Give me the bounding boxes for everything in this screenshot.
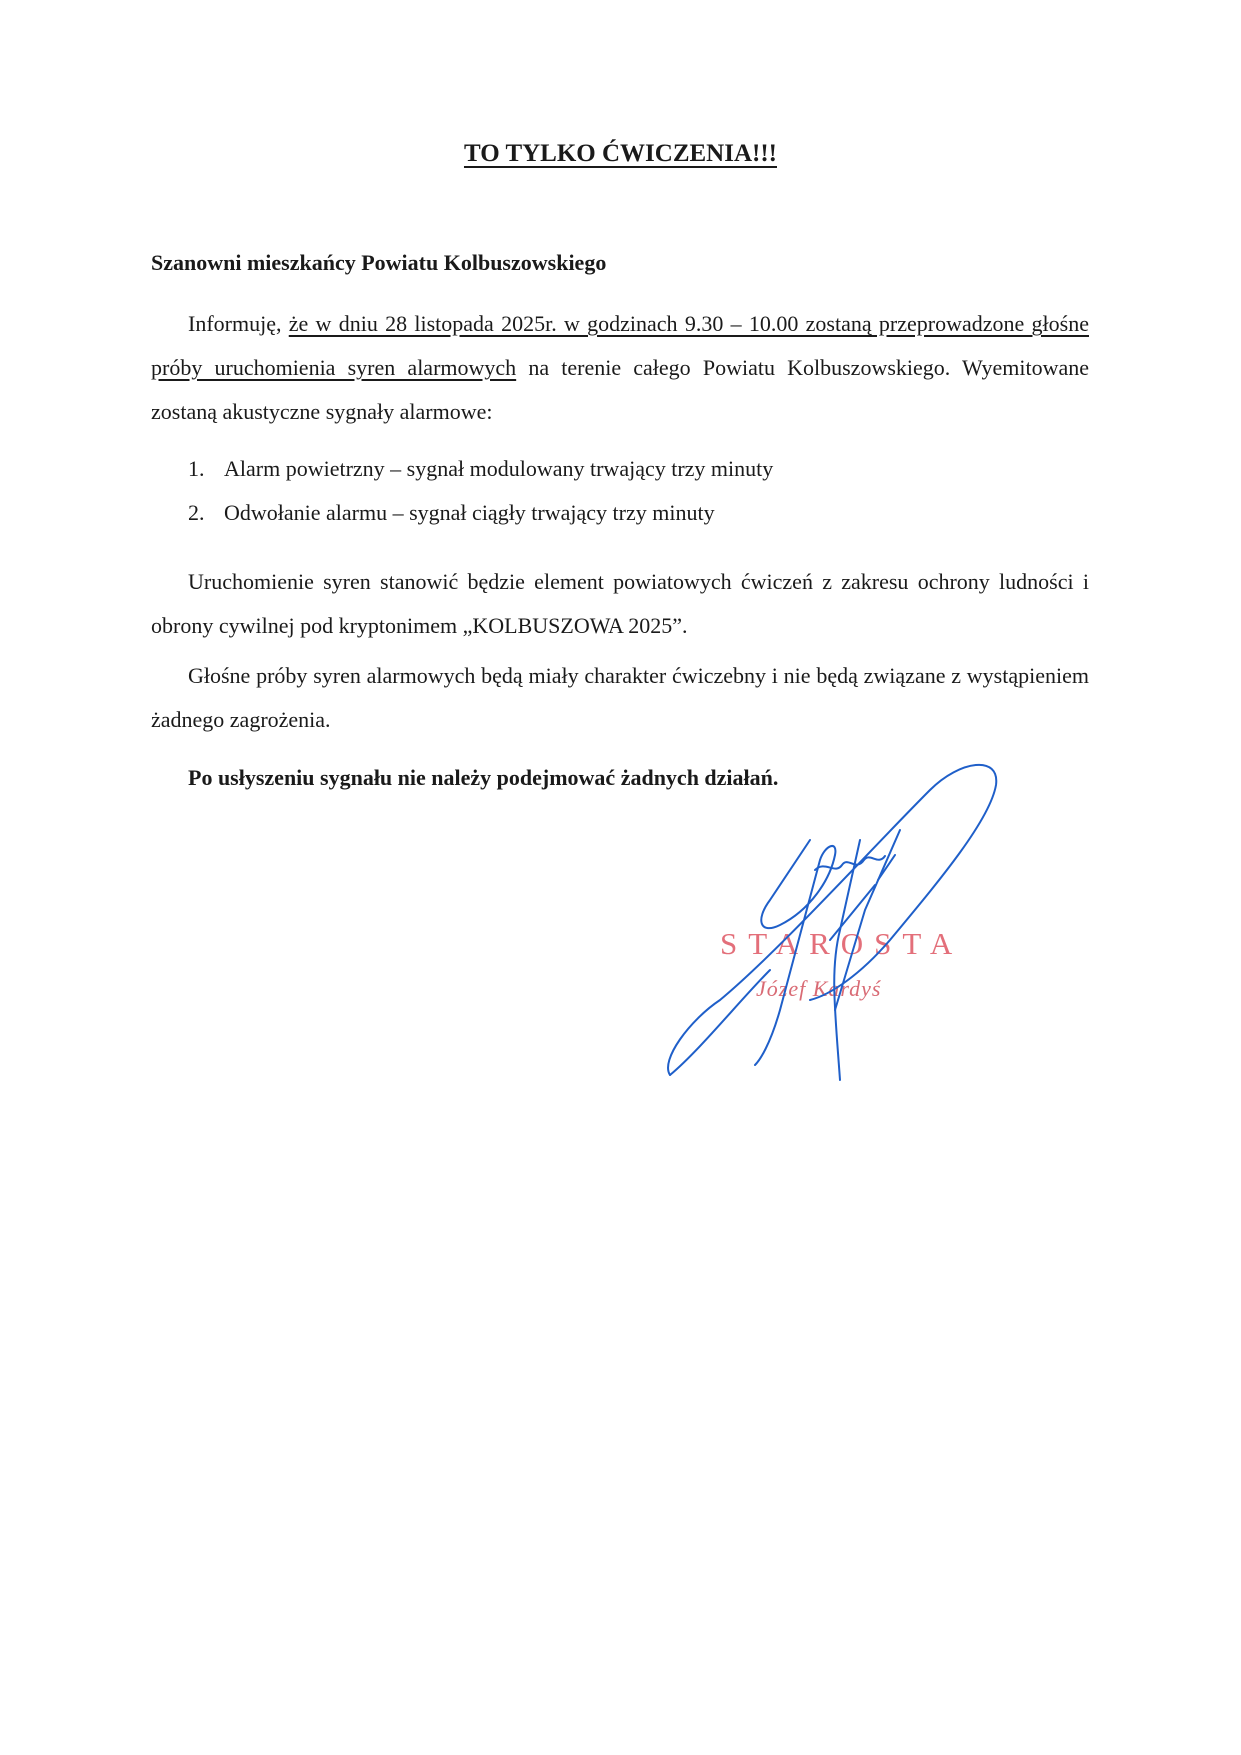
document-title: TO TYLKO ĆWICZENIA!!! (463, 140, 777, 167)
stamp-title: STAROSTA (720, 926, 964, 961)
exercise-paragraph: Uruchomienie syren stanowić będzie element powiatowych ćwiczeń z zakresu ochrony ludności i obrony cywilnej pod kryptonimem „KOLBUSZOWA 2025”. (151, 569, 1089, 638)
warning-text: Po usłyszeniu sygnału nie należy podejmować żadnych działań. (188, 765, 779, 790)
intro-underlined-text: że w dniu 28 listopada 2025r. w godzinach 9.30 – 10.00 zostaną przeprowadzone głośne próby uruchomienia syren alarmowych (151, 311, 1089, 380)
salutation: Szanowni mieszkańcy Powiatu Kolbuszowskiego (151, 250, 607, 275)
list-item: 1. Alarm powietrzny – sygnał modulowany trwający trzy minuty (188, 456, 774, 481)
list-item: 2. Odwołanie alarmu – sygnał ciągły trwający trzy minuty (188, 500, 715, 525)
no-threat-paragraph: Głośne próby syren alarmowych będą miały charakter ćwiczebny i nie będą związane z wystąpieniem żadnego zagrożenia. (151, 663, 1089, 732)
intro-paragraph: Informuję, że w dniu 28 listopada 2025r. w godzinach 9.30 – 10.00 zostaną przeprowadzone głośne próby uruchomienia syren alarmowych na terenie całego Powiatu Kolbuszowskiego. Wyemitowane zostaną akustyczne sygnały alarmowe: (151, 311, 1089, 424)
stamp-name: Józef Kardyś (756, 976, 882, 1001)
signal-list (188, 447, 773, 535)
signature-scribble (660, 760, 1020, 1100)
